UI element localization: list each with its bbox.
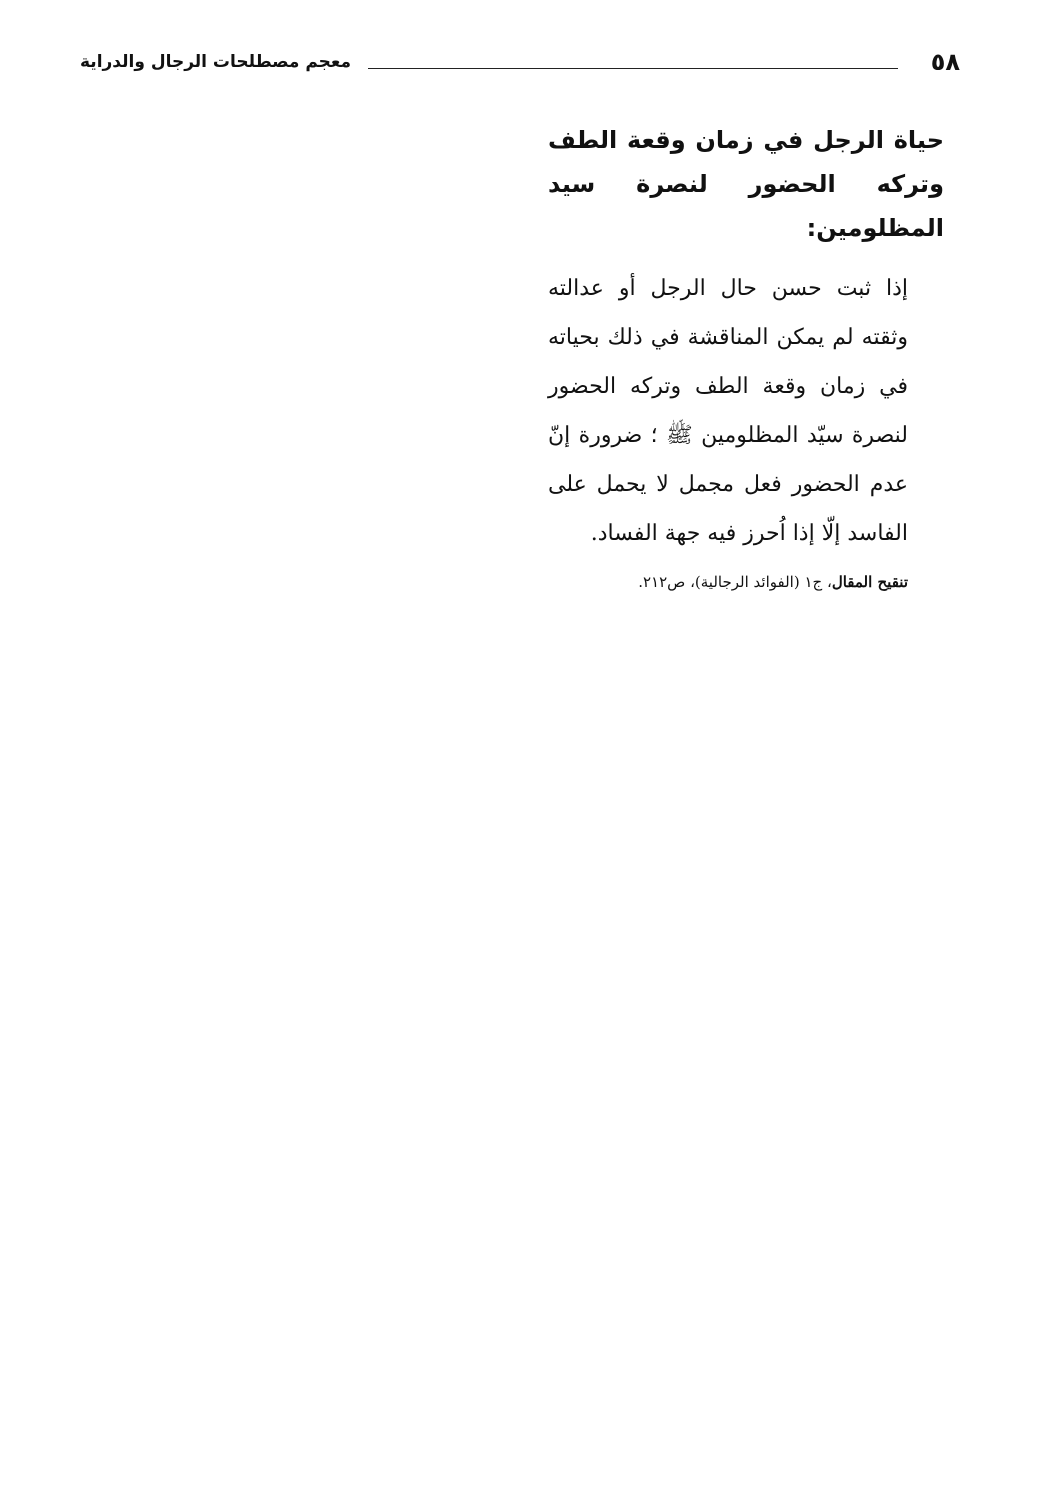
entry-body: إذا ثبت حسن حال الرجل أو عدالته وثقته لم يمكن المناقشة في ذلك بحياته في زمان وقعة الطف وتركه الحضور لنصرة سيّد المظلومين ﷺ ؛ ضرورة إنّ عدم الحضور فعل مجمل لا يحمل على الفاسد إلّا إذا اُحرز فيه جهة الفساد.: [548, 276, 908, 546]
source-details: ، ج١ (الفوائد الرجالية)، ص٢١٢.: [638, 573, 832, 591]
entry-heading: حياة الرجل في زمان وقعة الطف وتركه الحضور لنصرة سيد المظلومين:: [548, 126, 944, 242]
running-book-title: معجم مصطلحات الرجال والدراية: [80, 52, 352, 72]
dictionary-entry: [548, 118, 944, 598]
source-title: تنقيح المقال: [831, 573, 908, 591]
entry-source: [548, 566, 908, 598]
page-header: [80, 50, 960, 84]
page-number: ٥٨: [930, 48, 960, 76]
header-divider: [368, 68, 898, 69]
